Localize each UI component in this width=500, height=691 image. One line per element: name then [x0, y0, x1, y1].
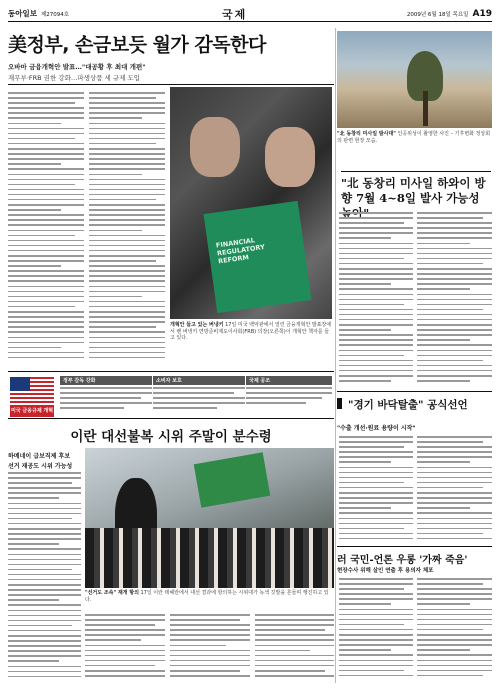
main-photo-caption — [170, 322, 332, 342]
iran-body-col-4 — [255, 614, 334, 684]
iran-subheadline-2: 선거 재공도 시위 가능성 — [8, 463, 73, 470]
north-korea-photo — [337, 31, 492, 128]
economy-headline — [337, 391, 492, 412]
reform-book — [204, 201, 312, 313]
iran-body-col-2 — [85, 614, 165, 684]
masthead-right — [407, 9, 492, 19]
bernanke-photo — [170, 87, 332, 319]
nk-body-col-1 — [339, 212, 413, 387]
infobox-col-1 — [60, 376, 152, 412]
economy-subheadline: "수출 개선·원료 용량이 시작" — [337, 425, 416, 432]
main-body-col-2 — [89, 92, 165, 367]
iran-body-col-1 — [8, 472, 81, 684]
nk-headline: "北 동창리 미사일 하와이 방향 7월 4~8일 발사 가능성 — [341, 171, 491, 221]
page-number: A19 — [472, 9, 492, 19]
main-photo-caption-label: 개혁안 들고 있는 버냉키 — [170, 322, 224, 328]
infobox-label: 미국 금융규제 개혁안 요지 — [10, 405, 54, 417]
russia-headline: 러 국민-언론 우롱 '가짜 죽음' — [337, 546, 492, 566]
issue-date: 2009년 6월 18일 목요일 — [406, 12, 469, 18]
infobox-col-1-header: 정부 감독 강화 — [60, 376, 152, 385]
iran-protest-photo — [85, 448, 334, 588]
section-title: 국제 — [222, 8, 248, 21]
main-body-col-1 — [8, 92, 84, 367]
russia-subheadline: 현장수사 위해 살인 연출 후 용의자 체포 — [337, 568, 434, 574]
nk-body-col-2 — [417, 212, 492, 387]
iran-photo-caption-text: 17일 이란 테헤란에서 대선 결과에 항의하는 시위대가 녹색 깃발을 흔들며 행진하고 있다. — [85, 590, 329, 603]
column-divider — [335, 28, 336, 683]
crowd — [85, 528, 334, 588]
infobox-col-3 — [246, 376, 332, 407]
right-photo-caption-label: "北 동창리 미사일 발사대" — [337, 131, 396, 137]
infobox-col-3-header: 국제 공조 — [246, 376, 332, 385]
main-headline: 美정부, 손금보듯 월가 감독한다 — [8, 34, 266, 56]
book-cover-text: FINANCIAL REGULATORY REFORM — [215, 236, 266, 266]
us-flag-icon — [10, 377, 54, 403]
iran-headline: 이란 대선불복 시위 주말이 분수령 — [70, 429, 272, 445]
main-photo-caption-text: 17일 미국 백악관에서 열린 금융개혁안 발표장에서 벤 버냉키 연방준비제도이사회(FRB) 의장(오른쪽)이 개혁안 책자를 들고 있다. — [170, 322, 332, 341]
eco-body-col-2 — [417, 436, 492, 542]
russia-body-col-2 — [417, 578, 492, 684]
masthead — [8, 6, 492, 22]
person-face-left — [190, 117, 240, 177]
iran-photo-caption — [85, 590, 334, 603]
iran-body-col-3 — [170, 614, 250, 684]
main-subheadline-2: 재무부·FRB 권한 강화…파생상품 세 규제 도입 — [8, 74, 141, 82]
economy-headline-text: "경기 바닥탈출" 공식선언 — [348, 399, 468, 411]
right-photo-caption-text: 인공위성이 촬영한 사진 – 기후변화 정상회의 관련 현장 모습. — [337, 131, 491, 144]
reform-summary-box — [8, 371, 334, 426]
russia-body-col-1 — [339, 578, 413, 684]
right-photo-caption — [337, 131, 492, 144]
green-flag — [194, 452, 271, 507]
paper-name — [8, 8, 69, 19]
iran-photo-caption-label: "선거도 조속" 재개 항의 — [85, 590, 139, 596]
person-face-right — [265, 127, 315, 187]
main-sub-divider — [8, 84, 334, 85]
tree-trunk — [423, 91, 428, 126]
infobox-col-2 — [153, 376, 245, 412]
iran-subheadline-1: 하메네이 급보직제 후보 — [8, 453, 71, 460]
headline-bar-icon — [337, 398, 342, 409]
main-subheadline-1: 오바마 금융개혁안 발표…"대공황 후 최대 개편" — [8, 63, 146, 71]
issue-number: 제27094호 — [40, 12, 70, 18]
infobox-col-2-header: 소비자 보호 — [153, 376, 245, 385]
eco-body-col-1 — [339, 436, 413, 542]
paper-title: 동아일보 — [8, 9, 37, 18]
